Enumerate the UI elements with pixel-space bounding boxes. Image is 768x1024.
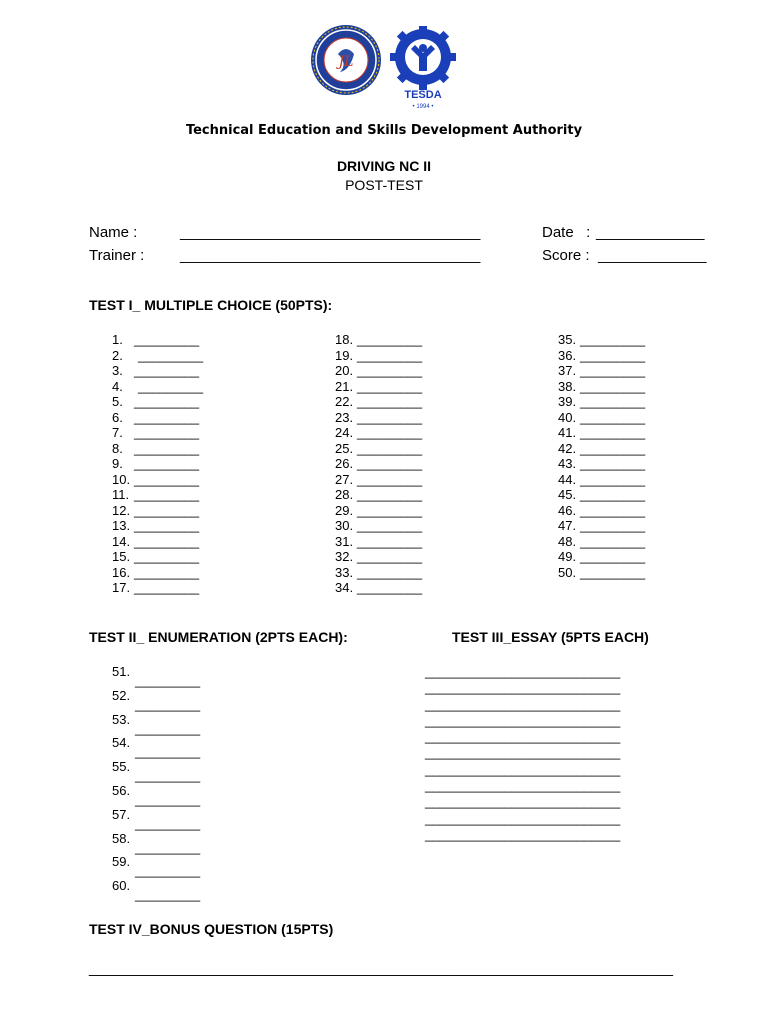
item-number: 57. (112, 806, 131, 822)
answer-row (558, 487, 645, 503)
answer-blank[interactable]: _________ (134, 332, 200, 347)
answer-row (335, 363, 422, 379)
item-number: 50. (558, 564, 577, 580)
answer-blank[interactable]: _________ (357, 425, 423, 440)
item-number: 48. (558, 533, 577, 549)
date-label: Date : (542, 224, 591, 241)
item-number: 22. (335, 394, 354, 409)
item-number: 16. (112, 564, 131, 580)
answer-row (335, 348, 422, 364)
school-seal-logo (310, 24, 382, 96)
item-number: 49. (558, 549, 577, 564)
answer-blank[interactable]: _________ (134, 487, 200, 502)
answer-blank[interactable]: _________ (580, 409, 646, 425)
answer-row (112, 580, 203, 596)
essay-line[interactable]: ___________________________ (425, 794, 621, 810)
essay-line[interactable]: ___________________________ (425, 729, 621, 745)
item-number: 20. (335, 363, 354, 378)
answer-blank[interactable]: _________ (357, 347, 423, 363)
answer-blank[interactable]: _________ (357, 518, 423, 533)
item-number: 55. (112, 759, 131, 775)
enumeration-row (112, 664, 232, 688)
answer-blank[interactable]: _________ (357, 363, 423, 378)
item-number: 56. (112, 783, 131, 798)
answer-blank[interactable]: _________ (580, 378, 646, 394)
enumeration-row (112, 759, 232, 783)
answer-blank[interactable]: _________ (580, 502, 646, 518)
answer-blank[interactable]: _________ (580, 347, 646, 363)
answer-blank[interactable]: _________ (357, 378, 423, 394)
item-number: 27. (335, 471, 354, 487)
item-number: 17. (112, 580, 131, 595)
enumeration-row (112, 878, 232, 902)
answer-blank[interactable]: _________ (357, 564, 423, 580)
item-number: 2. (112, 347, 123, 363)
answer-row (112, 379, 203, 395)
answer-row (335, 487, 422, 503)
item-number: 42. (558, 440, 577, 456)
answer-row (558, 332, 645, 348)
item-number: 46. (558, 502, 577, 518)
item-number: 51. (112, 664, 131, 679)
answer-blank[interactable]: _________ (357, 409, 423, 425)
item-number: 52. (112, 687, 131, 703)
essay-line[interactable]: ___________________________ (425, 664, 621, 679)
test1-title: TEST I_ MULTIPLE CHOICE (50PTS): (89, 297, 333, 313)
answer-row (335, 565, 422, 581)
answer-blank[interactable]: _________ (357, 487, 423, 502)
item-number: 23. (335, 409, 354, 425)
item-number: 9. (112, 456, 123, 471)
answer-row (335, 441, 422, 457)
test3-title: TEST III_ESSAY (5PTS EACH) (452, 629, 649, 645)
item-number: 36. (558, 347, 577, 363)
answer-blank[interactable]: _________ (134, 580, 200, 595)
answer-row (112, 487, 203, 503)
answer-row (558, 363, 645, 379)
enumeration-row (112, 735, 232, 759)
enumeration-row (112, 854, 232, 878)
answer-blank[interactable]: _________ (135, 792, 201, 807)
item-number: 60. (112, 878, 131, 894)
answer-blank[interactable]: _________ (580, 456, 646, 471)
answer-row (558, 549, 645, 565)
answer-blank[interactable]: _________ (134, 425, 200, 440)
trainer-label: Trainer : (89, 247, 145, 264)
item-number: 6. (112, 409, 123, 425)
org-title: Technical Education and Skills Development Authority (185, 123, 583, 138)
answer-row (335, 425, 422, 441)
essay-line[interactable]: ___________________________ (425, 826, 621, 842)
answer-blank[interactable]: _________ (135, 815, 201, 831)
essay-line[interactable]: ___________________________ (425, 761, 621, 777)
answer-blank[interactable]: _________ (357, 394, 423, 409)
answer-blank[interactable]: _________ (135, 744, 201, 760)
bonus-answer-line[interactable]: ______________________________________________________________________ (89, 960, 673, 977)
tesda-logo (390, 26, 456, 110)
answer-blank[interactable]: _________ (135, 768, 201, 784)
answer-blank[interactable]: _________ (135, 673, 201, 688)
item-number: 18. (335, 332, 354, 347)
answer-blank[interactable]: _________ (357, 440, 423, 456)
item-number: 10. (112, 471, 131, 487)
essay-line[interactable]: ___________________________ (425, 810, 621, 826)
item-number: 21. (335, 378, 354, 394)
answer-row (112, 503, 203, 519)
score-label: Score : (542, 247, 590, 264)
item-number: 28. (335, 487, 354, 502)
answer-blank[interactable]: _________ (138, 378, 204, 394)
test1-column-2 (335, 332, 422, 596)
answer-blank[interactable]: _________ (580, 440, 646, 456)
item-number: 40. (558, 409, 577, 425)
test2-title: TEST II_ ENUMERATION (2PTS EACH): (89, 629, 348, 645)
test1-column-3 (558, 332, 645, 580)
item-number: 1. (112, 332, 123, 347)
item-number: 5. (112, 394, 123, 409)
answer-blank[interactable]: _________ (580, 533, 646, 549)
answer-blank[interactable]: _________ (135, 720, 201, 736)
item-number: 29. (335, 502, 354, 518)
answer-row (558, 534, 645, 550)
answer-blank[interactable]: _________ (134, 409, 200, 425)
answer-row (335, 518, 422, 534)
answer-row (335, 549, 422, 565)
answer-blank[interactable]: _________ (357, 502, 423, 518)
test4-title: TEST IV_BONUS QUESTION (15PTS) (89, 921, 334, 937)
item-number: 37. (558, 363, 577, 378)
item-number: 44. (558, 471, 577, 487)
answer-blank[interactable]: _________ (357, 549, 423, 564)
item-number: 43. (558, 456, 577, 471)
enumeration-row (112, 831, 232, 855)
answer-blank[interactable]: _________ (138, 347, 204, 363)
enumeration-row (112, 783, 232, 807)
answer-blank[interactable]: _________ (580, 487, 646, 502)
answer-row (335, 332, 422, 348)
answer-blank[interactable]: _________ (134, 394, 200, 409)
item-number: 31. (335, 533, 354, 549)
answer-blank[interactable]: _________ (134, 471, 200, 487)
answer-blank[interactable]: _________ (135, 696, 201, 712)
answer-row (335, 503, 422, 519)
answer-blank[interactable]: _________ (580, 332, 646, 347)
answer-row (558, 425, 645, 441)
answer-row (558, 348, 645, 364)
answer-row (335, 534, 422, 550)
item-number: 38. (558, 378, 577, 394)
answer-blank[interactable]: _________ (580, 363, 646, 378)
answer-blank[interactable]: _________ (134, 440, 200, 456)
score-field[interactable]: _____________ (598, 247, 707, 264)
answer-blank[interactable]: _________ (580, 471, 646, 487)
item-number: 34. (335, 580, 354, 595)
answer-blank[interactable]: _________ (134, 502, 200, 518)
item-number: 26. (335, 456, 354, 471)
enumeration-row (112, 688, 232, 712)
item-number: 32. (335, 549, 354, 564)
name-field[interactable]: ____________________________________ (180, 224, 481, 241)
essay-line[interactable]: ___________________________ (425, 696, 621, 712)
answer-row (112, 534, 203, 550)
answer-blank[interactable]: _________ (135, 839, 201, 855)
name-label: Name : (89, 224, 138, 241)
answer-row (335, 472, 422, 488)
item-number: 30. (335, 518, 354, 533)
answer-row (112, 394, 203, 410)
item-number: 33. (335, 564, 354, 580)
answer-blank[interactable]: _________ (357, 332, 423, 347)
item-number: 39. (558, 394, 577, 409)
essay-line[interactable]: ___________________________ (425, 680, 621, 696)
answer-blank[interactable]: _________ (580, 549, 646, 564)
date-field[interactable]: _____________ (596, 224, 705, 241)
item-number: 12. (112, 502, 131, 518)
trainer-field[interactable]: ____________________________________ (180, 247, 481, 264)
essay-line[interactable]: ___________________________ (425, 778, 621, 794)
item-number: 14. (112, 533, 131, 549)
test-type: POST-TEST (345, 177, 423, 193)
item-number: 58. (112, 830, 131, 846)
item-number: 15. (112, 549, 131, 564)
answer-blank[interactable]: _________ (134, 456, 200, 471)
answer-row (558, 394, 645, 410)
answer-row (112, 363, 203, 379)
essay-line[interactable]: ___________________________ (425, 712, 621, 728)
answer-row (112, 565, 203, 581)
answer-row (558, 456, 645, 472)
svg-text:JL: JL (338, 54, 354, 70)
item-number: 45. (558, 487, 577, 502)
item-number: 19. (335, 347, 354, 363)
answer-blank[interactable]: _________ (357, 471, 423, 487)
item-number: 54. (112, 735, 131, 751)
answer-row (335, 379, 422, 395)
enumeration-row (112, 807, 232, 831)
answer-blank[interactable]: _________ (134, 549, 200, 564)
answer-row (558, 503, 645, 519)
answer-row (112, 456, 203, 472)
answer-row (558, 379, 645, 395)
answer-blank[interactable]: _________ (580, 518, 646, 533)
answer-row (112, 348, 203, 364)
test1-column-1 (112, 332, 203, 596)
answer-blank[interactable]: _________ (134, 533, 200, 549)
answer-blank[interactable]: _________ (357, 456, 423, 471)
item-number: 59. (112, 854, 131, 870)
answer-blank[interactable]: _________ (134, 363, 200, 378)
item-number: 53. (112, 711, 131, 727)
answer-row (558, 472, 645, 488)
answer-row (112, 549, 203, 565)
item-number: 8. (112, 440, 123, 456)
item-number: 41. (558, 425, 577, 440)
item-number: 4. (112, 378, 123, 394)
item-number: 3. (112, 363, 123, 378)
item-number: 13. (112, 518, 131, 533)
answer-row (112, 472, 203, 488)
answer-blank[interactable]: _________ (357, 533, 423, 549)
answer-row (112, 410, 203, 426)
answer-row (335, 394, 422, 410)
answer-blank[interactable]: _________ (580, 425, 646, 440)
item-number: 7. (112, 425, 123, 440)
answer-row (558, 441, 645, 457)
answer-row (112, 518, 203, 534)
item-number: 35. (558, 332, 577, 347)
item-number: 47. (558, 518, 577, 533)
answer-blank[interactable]: _________ (135, 887, 201, 903)
answer-row (112, 425, 203, 441)
answer-row (112, 332, 203, 348)
tesda-logo-text: TESDA (404, 89, 442, 101)
item-number: 25. (335, 440, 354, 456)
answer-row (335, 410, 422, 426)
answer-blank[interactable]: _________ (357, 580, 423, 595)
answer-row (335, 580, 422, 596)
enumeration-row (112, 712, 232, 736)
answer-row (558, 410, 645, 426)
item-number: 24. (335, 425, 354, 440)
course-title: DRIVING NC II (336, 158, 432, 174)
answer-blank[interactable]: _________ (134, 564, 200, 580)
answer-row (558, 518, 645, 534)
answer-row (335, 456, 422, 472)
answer-blank[interactable]: _________ (134, 518, 200, 533)
answer-blank[interactable]: _________ (135, 863, 201, 879)
answer-blank[interactable]: _________ (580, 394, 646, 409)
item-number: 11. (112, 487, 130, 502)
svg-text:• 1994 •: • 1994 • (412, 104, 434, 110)
test3-essay-area[interactable] (425, 664, 620, 843)
answer-row (112, 441, 203, 457)
essay-line[interactable]: ___________________________ (425, 745, 621, 761)
answer-row (558, 565, 645, 581)
answer-blank[interactable]: _________ (580, 564, 646, 580)
